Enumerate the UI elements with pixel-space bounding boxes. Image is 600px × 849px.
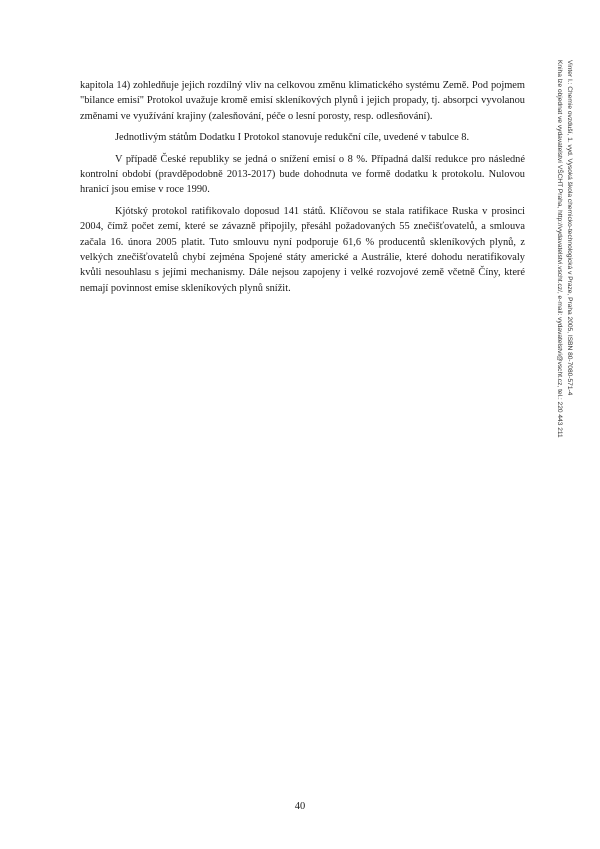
page-number: 40 [294, 801, 306, 812]
paragraph-czech-republic: V případě České republiky se jedná o snížení emisí o 8 %. Případná další redukce pro následné kontrolní období (pravděpodobně 2013-2017) bude dohodnuta ve formě dodatku k protokolu. Nulovou hranicí jsou emise v roce 1990. [80, 153, 525, 196]
citation-line-book: Vinter I.: Chemie ovzduší, 1. vyd. Vysoká škola chemicko-technologická v Praze, Praha 2005, ISBN 80-7080-571-4 [566, 60, 573, 396]
paragraph-ratification: Kjótský protokol ratifikovalo doposud 141 států. Klíčovou se stala ratifikace Ruska v prosinci 2004, čímž počet zemí, které se závazně připojily, přesáhl požadovaných 55 znečišťovatelů, a smlouva začala 16. února 2005 platit. Tuto smlouvu nyní podporuje 61,6 % producentů skleníkových plynů, z velkých znečišťovatelů chybí zejména Spojené státy americké a Austrálie, které dohodu neratifikovaly kvůli nesouhlasu s jejími mechanismy. Dále nejsou zapojeny i velké rozvojové země včetně Číny, které nemají povinnost emise skleníkových plynů snížit. [80, 205, 525, 294]
citation-line-order: Kniha lze objednat ve vydavatelství VŠCHT Praha, http://vydavatelstvi.vscht.cz/, e-mail: vydavatelstvi@vscht.cz, tel.: 220 443 211 [556, 60, 564, 438]
paragraph-continuation: kapitola 14) zohledňuje jejich rozdílný vliv na celkovou změnu klimatického systému Země. Pod pojmem "bilance emisí" Protokol uvažuje kromě emisí skleníkových plynů i jejich propady, tj. absorpci vyvolanou změnami ve využívání krajiny (zalesňování, péče o lesní porosty, resp. odlesňování). [80, 80, 525, 122]
body-text [80, 78, 525, 302]
side-citation-note [555, 60, 574, 620]
paragraph-reduction-targets: Jednotlivým státům Dodatku I Protokol stanovuje redukční cíle, uvedené v tabulce 8. [115, 132, 470, 144]
